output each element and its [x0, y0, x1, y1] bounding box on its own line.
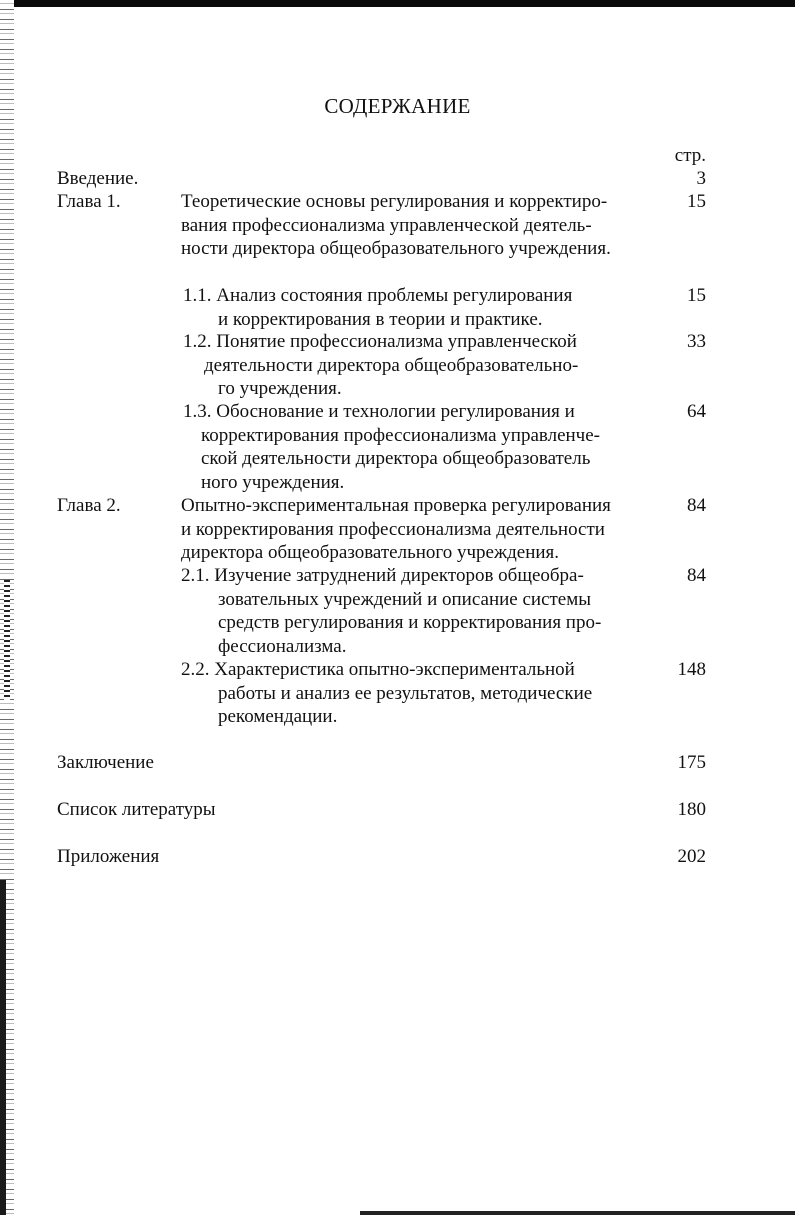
- toc-page-number: 148: [677, 659, 706, 680]
- toc-entry-line: 2.1. Изучение затруднений директоров общеобра-: [181, 565, 584, 586]
- left-scan-binding-shadow: [0, 880, 6, 1215]
- toc-entry-line: го учреждения.: [218, 378, 342, 399]
- toc-page-number: 202: [677, 846, 706, 867]
- toc-entry-label: Список литературы: [57, 799, 216, 820]
- toc-entry-line: Опытно-экспериментальная проверка регулирования: [181, 495, 611, 516]
- toc-entry-line: корректирования профессионализма управленче-: [201, 424, 600, 446]
- toc-entry-line: Теоретические основы регулирования и корректиро-: [181, 191, 608, 212]
- toc-page-number: 175: [677, 752, 706, 773]
- top-scan-border: [0, 0, 795, 7]
- toc-entry-line: средств регулирования и корректирования про-: [218, 612, 602, 633]
- toc-entry-line: 1.1. Анализ состояния проблемы регулирования: [183, 285, 573, 306]
- toc-entry-line: зовательных учреждений и описание системы: [218, 588, 592, 610]
- toc-page-number: 84: [687, 495, 706, 516]
- toc-entry-line: 1.2. Понятие профессионализма управленческой: [183, 331, 577, 352]
- toc-page-number: 64: [687, 401, 706, 422]
- toc-entry-line: вания профессионализма управленческой деятель-: [181, 214, 592, 236]
- toc-chapter-label: Глава 2.: [57, 495, 121, 516]
- toc-chapter-label: Глава 1.: [57, 191, 121, 212]
- toc-entry-line: и корректирования в теории и практике.: [218, 308, 543, 330]
- toc-page-number: 15: [687, 191, 706, 212]
- toc-entry-line: рекомендации.: [218, 706, 338, 727]
- toc-page-number: 33: [687, 331, 706, 352]
- toc-entry-line: ности директора общеобразовательного учреждения.: [181, 238, 611, 259]
- toc-page-number: 3: [696, 168, 706, 189]
- toc-entry-line: работы и анализ ее результатов, методические: [218, 682, 593, 704]
- toc-entry-line: ного учреждения.: [201, 471, 345, 493]
- left-scan-edge-mark: [4, 580, 10, 700]
- toc-entry-line: фессионализма.: [218, 635, 347, 657]
- toc-entry-line: 2.2. Характеристика опытно-экспериментальной: [181, 659, 575, 680]
- toc-page-number: 84: [687, 565, 706, 586]
- toc-entry-label: Приложения: [57, 846, 160, 867]
- toc-entry-line: 1.3. Обоснование и технологии регулирования и: [183, 401, 575, 422]
- toc-entry-label: Заключение: [57, 752, 154, 773]
- toc-entry-label: Введение.: [57, 168, 139, 189]
- toc-page-number: 15: [687, 285, 706, 306]
- bottom-scan-border: [360, 1211, 795, 1215]
- toc-entry-line: деятельности директора общеобразовательно-: [204, 354, 579, 376]
- page-title: СОДЕРЖАНИЕ: [324, 94, 471, 118]
- toc-entry-line: и корректирования профессионализма деятельности: [181, 518, 605, 540]
- toc-page-number: 180: [677, 799, 706, 820]
- toc-entry-line: ской деятельности директора общеобразователь: [201, 448, 591, 469]
- toc-entry-line: директора общеобразовательного учреждения.: [181, 542, 560, 563]
- page-column-label: стр.: [674, 145, 706, 166]
